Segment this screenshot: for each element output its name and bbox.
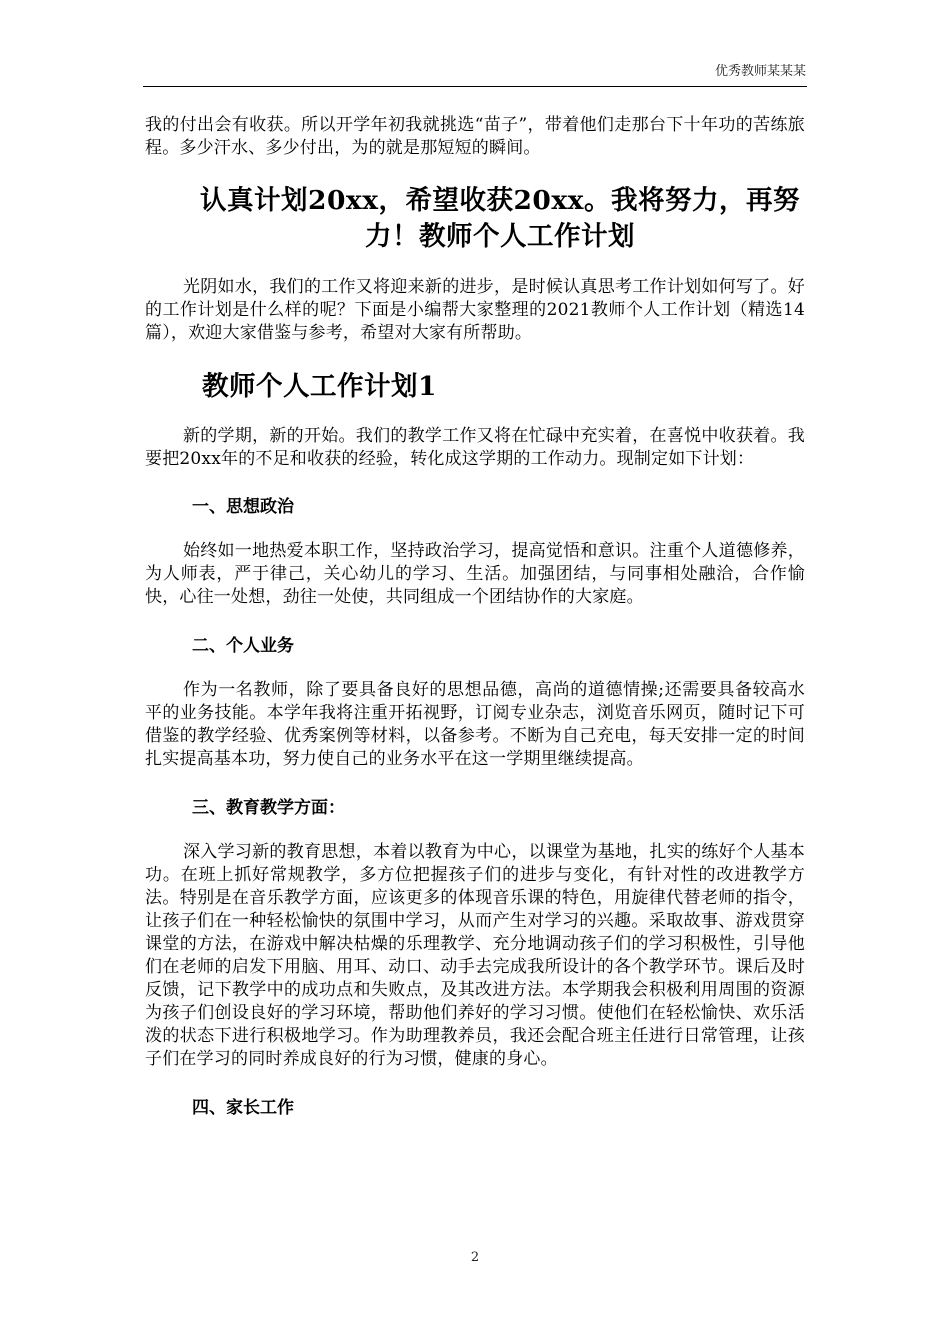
plan-intro-paragraph: 新的学期，新的开始。我们的教学工作又将在忙碌中充实着，在喜悦中收获着。我要把20xx年的不足和收获的经验，转化成这学期的工作动力。现制定如下计划： bbox=[145, 426, 805, 469]
continued-paragraph: 我的付出会有收获。所以开学年初我就挑选“苗子”，带着他们走那台下十年功的苦练旅程。多少汗水、多少付出，为的就是那短短的瞬间。 bbox=[145, 115, 805, 158]
section-heading-business: 二、个人业务 bbox=[192, 636, 294, 656]
section-heading-teaching: 三、教育教学方面： bbox=[192, 798, 345, 818]
intro-paragraph: 光阴如水，我们的工作又将迎来新的进步，是时候认真思考工作计划如何写了。好的工作计划是什么样的呢？下面是小编帮大家整理的2021教师个人工作计划（精选14篇），欢迎大家借鉴与参考，希望对大家有所帮助。 bbox=[145, 277, 805, 343]
section-body-teaching: 深入学习新的教育思想，本着以教育为中心，以课堂为基地，扎实的练好个人基本功。在班上抓好常规教学，多方位把握孩子们的进步与变化，有针对性的改进教学方法。特别是在音乐教学方面，应该更多的体现音乐课的特色，用旋律代替老师的指令，让孩子们在一种轻松愉快的氛围中学习，从而产生对学习的兴趣。采取故事、游戏贯穿课堂的方法，在游戏中解决枯燥的乐理教学、充分地调动孩子们的学习积极性，引导他们在老师的启发下用脑、用耳、动口、动手去完成我所设计的各个教学环节。课后及时反馈，记下教学中的成功点和失败点，及其改进方法。本学期我会积极利用周围的资源为孩子们创设良好的学习环境，帮助他们养好的学习习惯。使他们在轻松愉快、欢乐活泼的状态下进行积极地学习。作为助理教养员，我还会配合班主任进行日常管理，让孩子们在学习的同时养成良好的行为习惯，健康的身心。 bbox=[145, 842, 805, 1069]
page-number: 2 bbox=[470, 1250, 480, 1265]
section-heading-parents: 四、家长工作 bbox=[192, 1098, 294, 1118]
section-heading-politics: 一、思想政治 bbox=[192, 497, 294, 517]
page-header-author: 优秀教师某某某 bbox=[714, 64, 806, 79]
header-divider bbox=[143, 86, 807, 87]
section-body-business: 作为一名教师，除了要具备良好的思想品德，高尚的道德情操;还需要具备较高水平的业务技能。本学年我将注重开拓视野，订阅专业杂志，浏览音乐网页，随时记下可借鉴的教学经验、优秀案例等材料，以备参考。不断为自己充电，每天安排一定的时间扎实提高基本功，努力使自己的业务水平在这一学期里继续提高。 bbox=[145, 680, 805, 769]
document-body bbox=[145, 114, 805, 1120]
plan-title: 教师个人工作计划1 bbox=[202, 371, 437, 402]
section-body-politics: 始终如一地热爱本职工作，坚持政治学习，提高觉悟和意识。注重个人道德修养，为人师表，严于律己，关心幼儿的学习、生活。加强团结，与同事相处融洽，合作愉快，心往一处想，劲往一处使，共同组成一个团结协作的大家庭。 bbox=[145, 541, 805, 607]
main-title: 认真计划20xx，希望收获20xx。我将努力，再努力！教师个人工作计划 bbox=[200, 185, 800, 252]
